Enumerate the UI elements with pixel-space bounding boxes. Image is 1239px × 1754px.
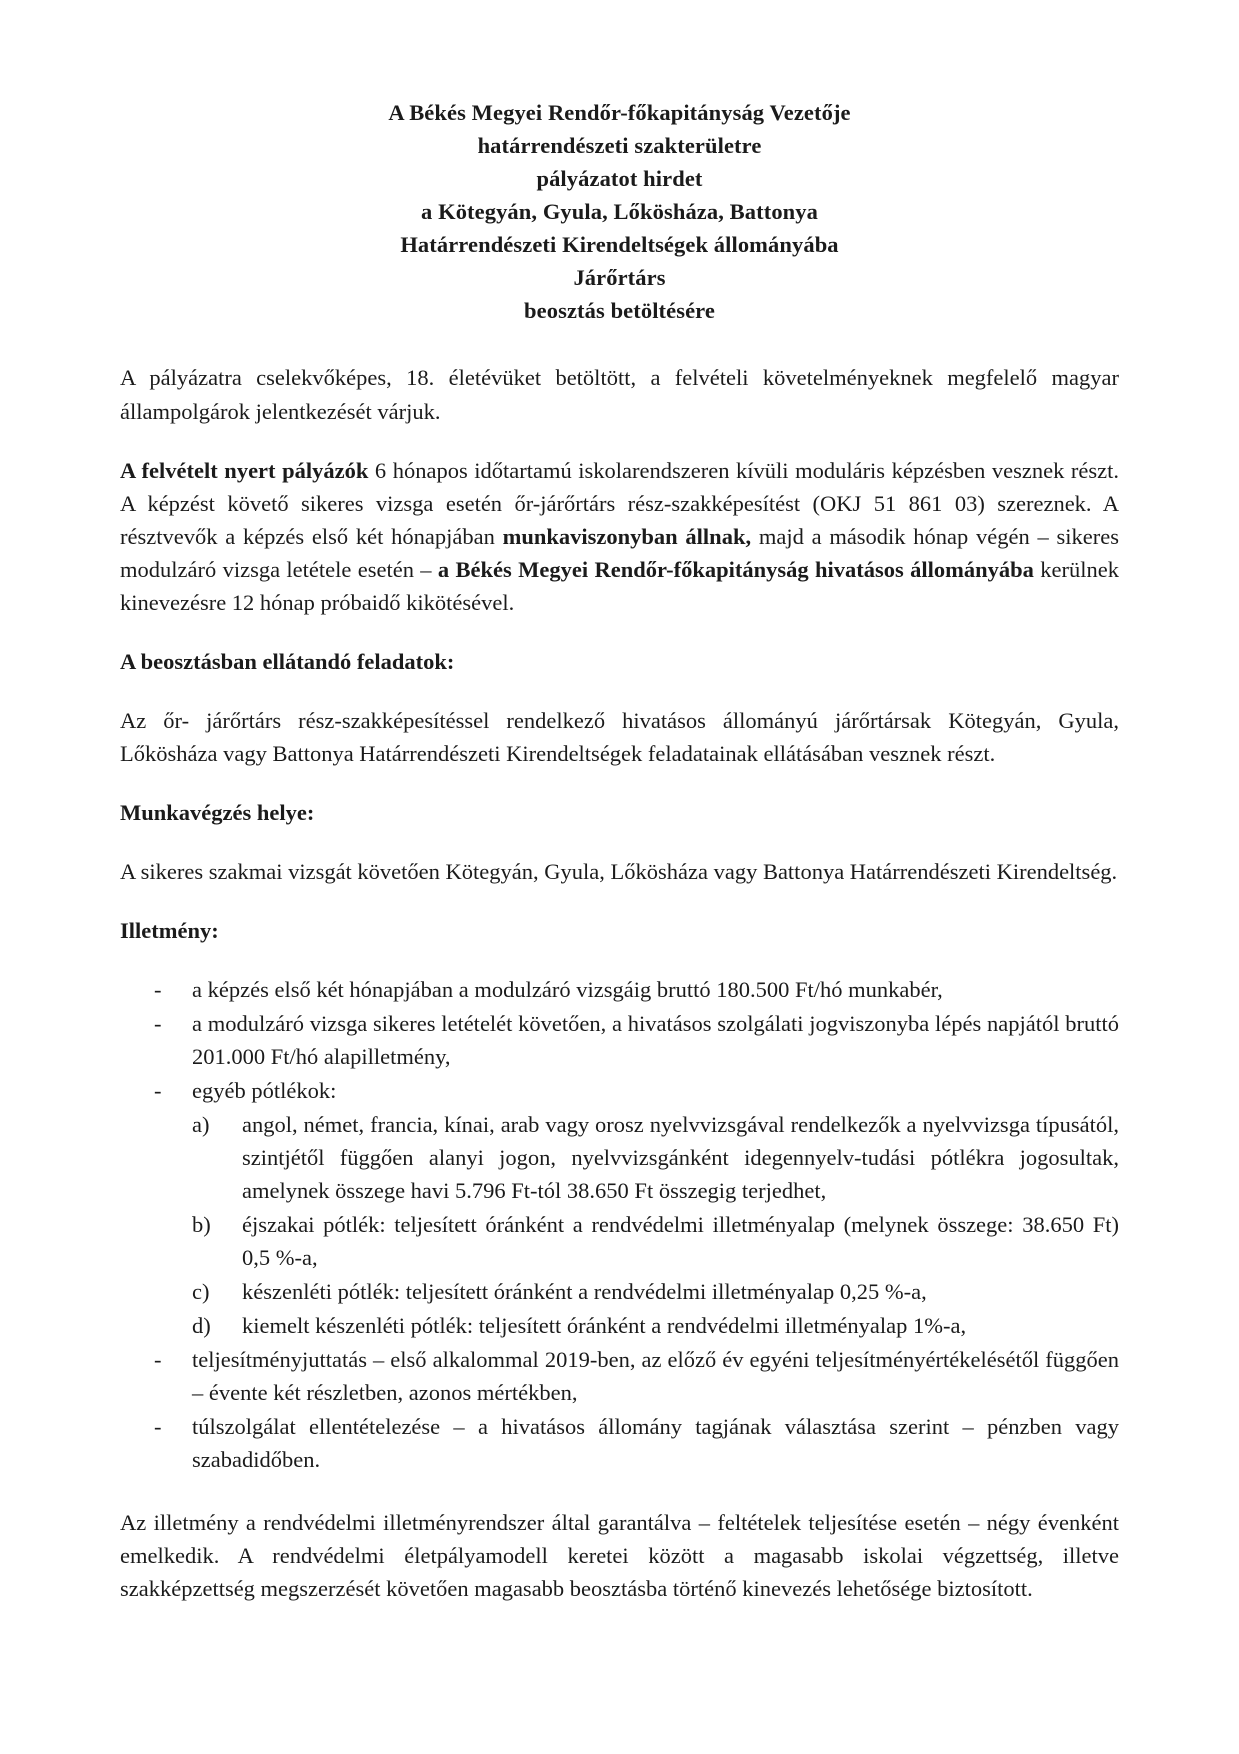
salary-item-text: a modulzáró vizsga sikeres letételét követően, a hivatásos szolgálati jogviszonyba lépés napjától bruttó 201.000 Ft/hó alapilletmény,	[192, 1011, 1119, 1070]
list-item	[120, 1410, 1119, 1476]
list-item	[120, 1343, 1119, 1409]
training-bold-mid: munkaviszonyban állnak,	[502, 523, 752, 549]
training-text-part-3: kerülnek kinevezésre 12 hónap próbaidő kikötésével.	[120, 556, 1119, 615]
workplace-paragraph: A sikeres szakmai vizsgát követően Kötegyán, Gyula, Lőkösháza vagy Battonya Határrendészeti Kirendeltség.	[120, 859, 1118, 885]
title-line-6: Járőrtárs	[573, 265, 666, 291]
sub-item-marker: c)	[192, 1278, 210, 1304]
training-paragraph	[120, 454, 1119, 619]
workplace-heading: Munkavégzés helye:	[120, 800, 315, 826]
document-title-block	[120, 96, 1119, 327]
title-line-3: pályázatot hirdet	[536, 166, 703, 192]
sub-item-text: éjszakai pótlék: teljesített óránként a rendvédelmi illetményalap (melynek összege: 38.650 Ft) 0,5 %-a,	[242, 1211, 1119, 1270]
list-item	[192, 1275, 1119, 1308]
title-line-1: A Békés Megyei Rendőr-főkapitányság Vezetője	[388, 100, 851, 125]
salary-item-text: egyéb pótlékok:	[192, 1078, 337, 1104]
training-bold-end: a Békés Megyei Rendőr-főkapitányság hivatásos állományába	[437, 556, 1034, 582]
tasks-heading: A beosztásban ellátandó feladatok:	[120, 648, 455, 674]
closing-paragraph: Az illetmény a rendvédelmi illetményrendszer által garantálva – feltételek teljesítése esetén – négy évenként emelkedik. A rendvédelmi életpályamodell keretei között a magasabb iskolai végzettség, illetve szakképzettség megszerzését követően magasabb beosztásba történő kinevezés lehetősége biztosított.	[120, 1510, 1119, 1602]
sub-item-marker: b)	[192, 1211, 211, 1237]
training-text-part-2: majd a második hónap végén – sikeres modulzáró vizsga letétele esetén –	[120, 523, 1119, 582]
sub-item-text: kiemelt készenléti pótlék: teljesített óránként a rendvédelmi illetményalap 1%-a,	[242, 1312, 967, 1338]
salary-item-text: teljesítményjuttatás – első alkalommal 2019-ben, az előző év egyéni teljesítményértékelésétől függően – évente két részletben, azonos mértékben,	[192, 1346, 1119, 1405]
sub-item-marker: d)	[192, 1312, 211, 1338]
list-item	[192, 1309, 1119, 1342]
training-text-part-1: 6 hónapos időtartamú iskolarendszeren kívüli moduláris képzésben vesznek részt. A képzést követő sikeres vizsga esetén őr-járőrtárs rész-szakképesítést (OKJ 51 861 03) szereznek. A résztvevők a képzés első két hónapjában	[120, 457, 1119, 549]
list-item	[192, 1108, 1119, 1207]
salary-list	[120, 973, 1119, 1476]
list-item	[120, 1074, 1119, 1342]
list-item	[120, 1007, 1119, 1073]
sub-item-text: angol, német, francia, kínai, arab vagy orosz nyelvvizsgával rendelkezők a nyelvvizsga típusától, szintjétől függően alanyi jogon, nyelvvizsgánként idegennyelv-tudási pótlékra jogosultak, amelynek összege havi 5.796 Ft-tól 38.650 Ft összegig terjedhet,	[242, 1111, 1119, 1203]
tasks-paragraph: Az őr- járőrtárs rész-szakképesítéssel rendelkező hivatásos állományú járőrtársak Kötegyán, Gyula, Lőkösháza vagy Battonya Határrendészeti Kirendeltségek feladatainak ellátásában vesznek részt.	[120, 707, 1119, 766]
title-line-7: beosztás betöltésére	[524, 298, 715, 324]
salary-heading: Illetmény:	[120, 918, 219, 944]
list-item	[120, 973, 1119, 1006]
sub-item-text: készenléti pótlék: teljesített óránként a rendvédelmi illetményalap 0,25 %-a,	[242, 1278, 927, 1304]
salary-sub-list	[192, 1108, 1119, 1342]
intro-paragraph: A pályázatra cselekvőképes, 18. életévüket betöltött, a felvételi követelményeknek megfelelő magyar állampolgárok jelentkezését várjuk.	[120, 365, 1119, 424]
salary-item-text: túlszolgálat ellentételezése – a hivatásos állomány tagjának választása szerint – pénzben vagy szabadidőben.	[192, 1414, 1119, 1473]
salary-item-text: a képzés első két hónapjában a modulzáró vizsgáig bruttó 180.500 Ft/hó munkabér,	[192, 977, 943, 1003]
training-bold-lead: A felvételt nyert pályázók	[120, 457, 369, 483]
list-item	[192, 1208, 1119, 1274]
title-line-5: Határrendészeti Kirendeltségek állományába	[400, 232, 839, 258]
title-line-4: a Kötegyán, Gyula, Lőkösháza, Battonya	[421, 199, 818, 225]
sub-item-marker: a)	[192, 1111, 210, 1137]
title-line-2: határrendészeti szakterületre	[477, 133, 762, 159]
